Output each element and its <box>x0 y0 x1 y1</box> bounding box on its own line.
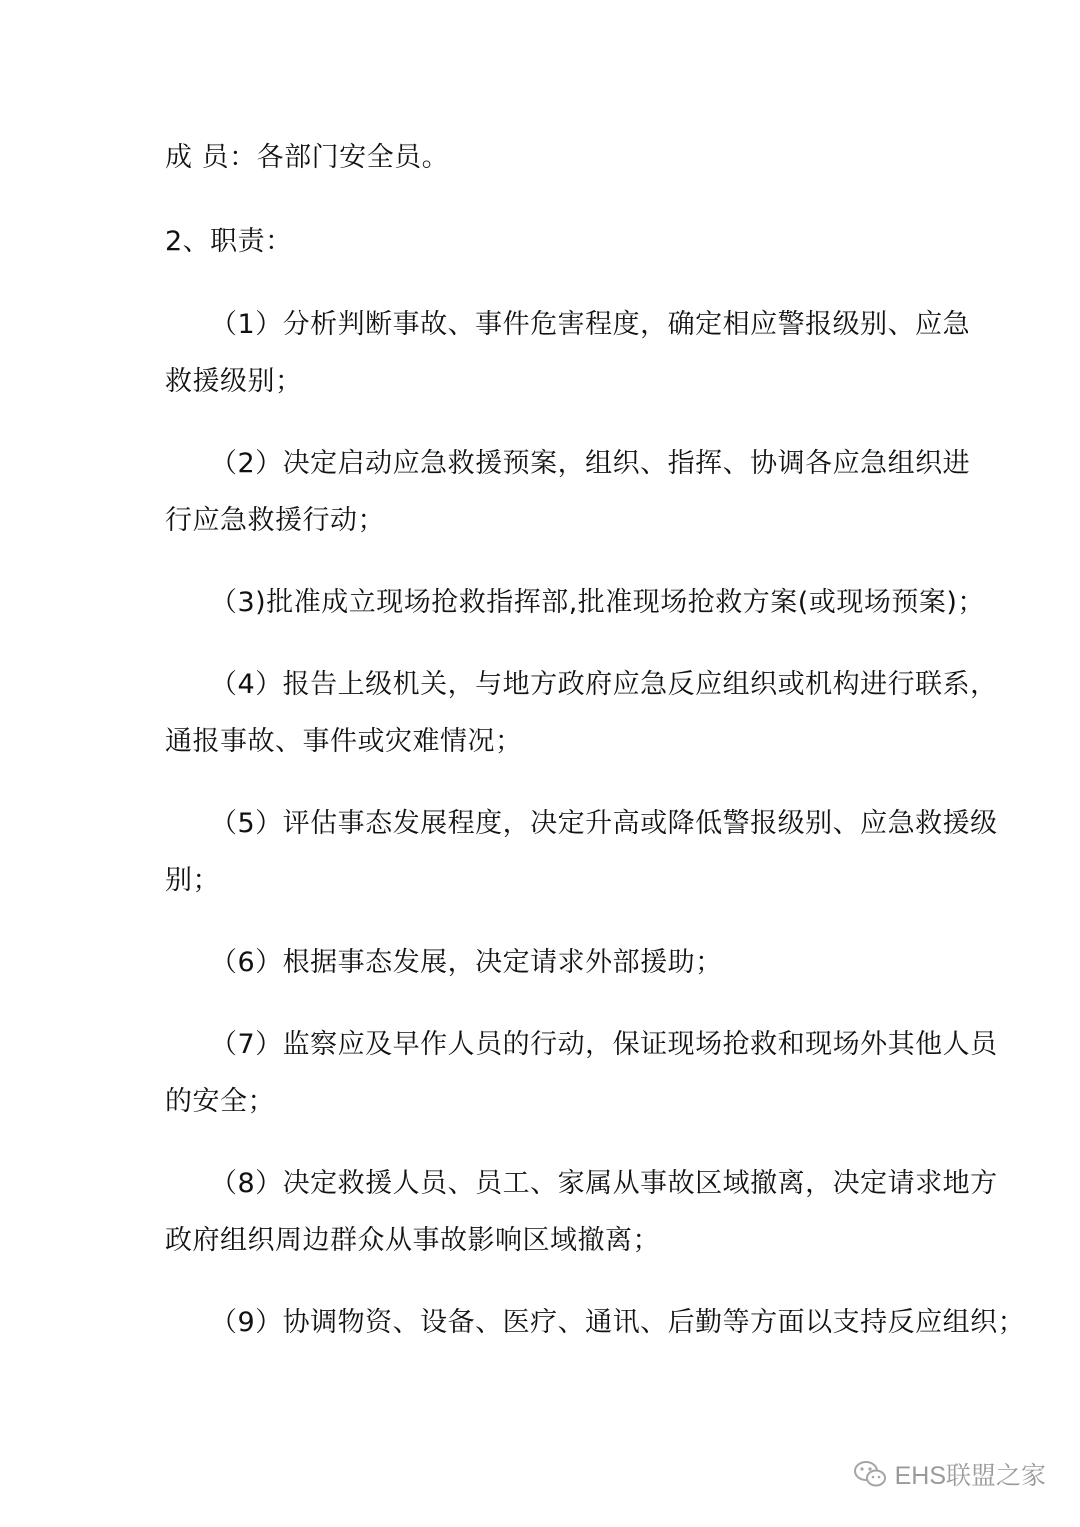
text-line: 通报事故、事件或灾难情况； <box>165 726 523 757</box>
text-line: （4）报告上级机关，与地方政府应急反应组织或机构进行联系， <box>210 669 998 700</box>
text-line: 救援级别； <box>165 366 303 397</box>
watermark-text: EHS联盟之家 <box>894 1462 1046 1490</box>
text-line: 政府组织周边群众从事故影响区域撤离； <box>165 1225 660 1256</box>
text-line: （8）决定救援人员、员工、家属从事故区域撤离，决定请求地方 <box>210 1168 998 1199</box>
text-line: 2、职责： <box>165 226 293 257</box>
text-line: 的安全； <box>165 1086 275 1117</box>
text-line: （5）评估事态发展程度，决定升高或降低警报级别、应急救援级 <box>210 808 998 839</box>
text-line: （9）协调物资、设备、医疗、通讯、后勤等方面以支持反应组织； <box>210 1307 1026 1338</box>
text-line: 行应急救援行动； <box>165 505 385 536</box>
wechat-icon <box>853 1459 887 1489</box>
text-line: 成 员：各部门安全员。 <box>165 142 450 173</box>
watermark <box>853 1452 1046 1496</box>
text-line: （6）根据事态发展，决定请求外部援助； <box>210 947 723 978</box>
text-line: （1）分析判断事故、事件危害程度，确定相应警报级别、应急 <box>210 309 971 340</box>
text-line: （7）监察应及早作人员的行动，保证现场抢救和现场外其他人员 <box>210 1029 998 1060</box>
text-line: （3)批准成立现场抢救指挥部,批准现场抢救方案(或现场预案)； <box>210 587 985 618</box>
text-line: （2）决定启动应急救援预案，组织、指挥、协调各应急组织进 <box>210 448 971 479</box>
text-line: 别； <box>165 865 220 896</box>
